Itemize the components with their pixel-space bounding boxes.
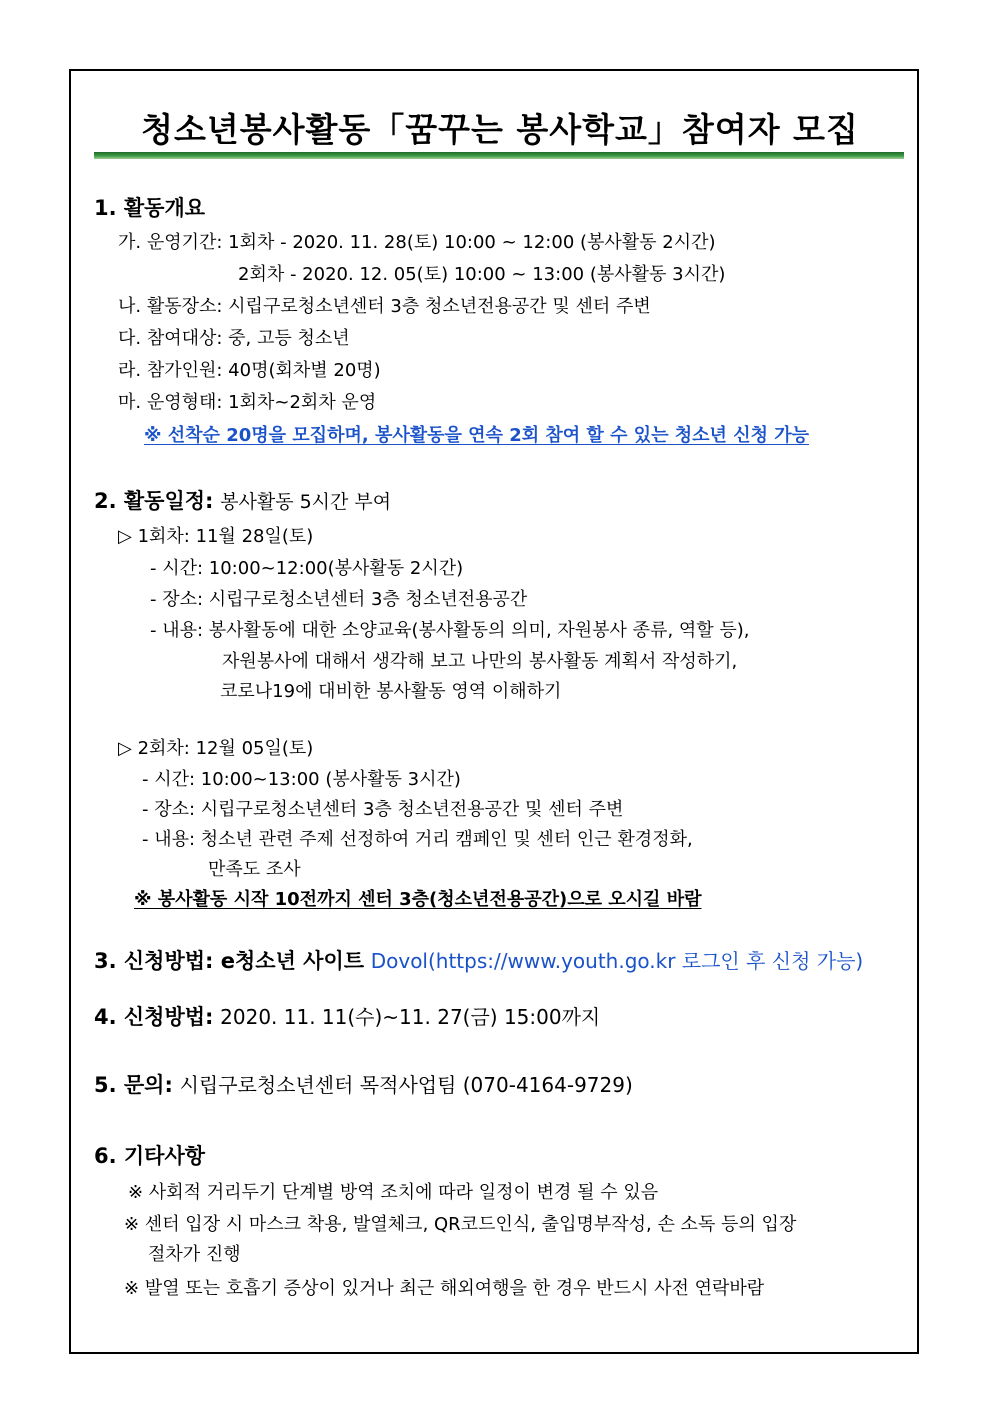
round-1-place: - 장소: 시립구로청소년센터 3층 청소년전용공간 [150,589,528,610]
misc-item-2a: ※ 센터 입장 시 마스크 착용, 발열체크, QR코드인식, 출입명부작성, 손 소독 등의 입장 [124,1214,797,1235]
page-title: 청소년봉사활동「꿈꾸는 봉사학교」참여자 모집 [141,110,859,149]
round-2-content-2: 만족도 조사 [208,859,301,880]
section-3-heading: 3. 신청방법: e청소년 사이트 Dovol(https://www.youth.go.kr 로그인 후 신청 가능) [94,949,864,973]
section-6-heading: 6. 기타사항 [94,1144,206,1168]
section-5-heading: 5. 문의: 시립구로청소년센터 목적사업팀 (070-4164-9729) [94,1073,633,1097]
activity-place: 나. 활동장소: 시립구로청소년센터 3층 청소년전용공간 및 센터 주변 [118,296,651,317]
misc-item-3: ※ 발열 또는 호흡기 증상이 있거나 최근 해외여행을 한 경우 반드시 사전 연락바람 [124,1278,765,1299]
round-1-content-2: 자원봉사에 대해서 생각해 보고 나만의 봉사활동 계획서 작성하기, [222,651,738,672]
arrival-notice: ※ 봉사활동 시작 10전까지 센터 3층(청소년전용공간)으로 오시길 바람 [134,889,702,910]
operation-type: 마. 운영형태: 1회차~2회차 운영 [118,392,377,413]
section-2-heading: 2. 활동일정: 봉사활동 5시간 부여 [94,489,392,513]
round-2-content-1: - 내용: 청소년 관련 주제 선정하여 거리 캠페인 및 센터 인근 환경정화, [142,829,693,850]
operation-period-1: 가. 운영기간: 1회차 - 2020. 11. 28(토) 10:00 ~ 12:00 (봉사활동 2시간) [118,232,716,253]
section-1-heading: 1. 활동개요 [94,196,206,220]
participant-count: 라. 참가인원: 40명(회차별 20명) [118,360,381,381]
operation-period-2: 2회차 - 2020. 12. 05(토) 10:00 ~ 13:00 (봉사활동 3시간) [238,264,726,285]
round-1-content-3: 코로나19에 대비한 봉사활동 영역 이해하기 [220,681,562,702]
round-1-content-1: - 내용: 봉사활동에 대한 소양교육(봉사활동의 의미, 자원봉사 종류, 역할 등), [150,620,750,641]
round-2-time: - 시간: 10:00~13:00 (봉사활동 3시간) [142,769,461,790]
round-1-time: - 시간: 10:00~12:00(봉사활동 2시간) [150,558,464,579]
section-4-heading: 4. 신청방법: 2020. 11. 11(수)~11. 27(금) 15:00까지 [94,1005,601,1029]
misc-item-2b: 절차가 진행 [148,1244,241,1265]
round-2-place: - 장소: 시립구로청소년센터 3층 청소년전용공간 및 센터 주변 [142,799,624,820]
first-come-notice: ※ 선착순 20명을 모집하며, 봉사활동을 연속 2회 참여 할 수 있는 청소년 신청 가능 [144,425,810,446]
misc-item-1: ※ 사회적 거리두기 단계별 방역 조치에 따라 일정이 변경 될 수 있음 [128,1182,659,1203]
round-1-title: ▷ 1회차: 11월 28일(토) [118,526,314,547]
participant-target: 다. 참여대상: 중, 고등 청소년 [118,328,350,349]
title-underline [94,152,904,159]
round-2-title: ▷ 2회차: 12월 05일(토) [118,738,314,759]
youth-site-link[interactable]: Dovol(https://www.youth.go.kr 로그인 후 신청 가능) [370,949,864,973]
